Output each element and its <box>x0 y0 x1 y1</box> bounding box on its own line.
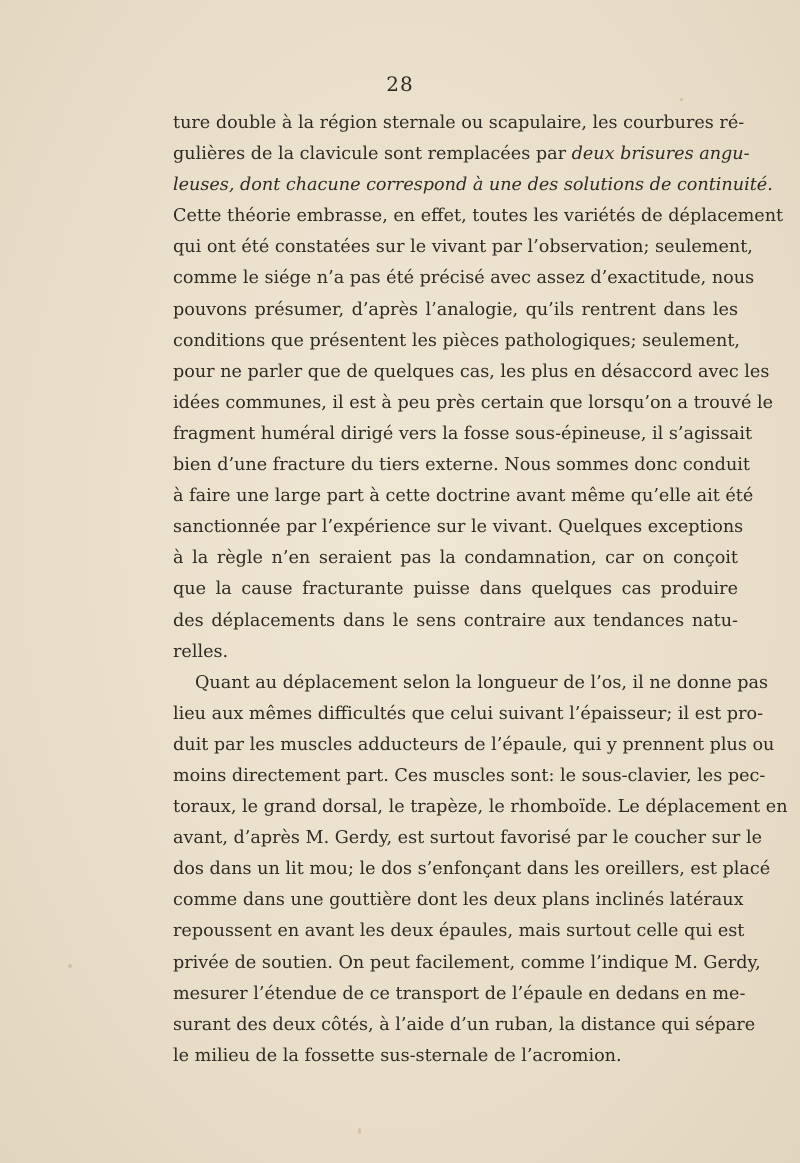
text-run: comme dans une gouttière dont les deux plans inclinés latéraux <box>173 890 744 911</box>
text-run: idées communes, il est à peu près certain que lorsqu’on a trouvé le <box>173 392 773 413</box>
text-run: duit par les muscles adducteurs de l’épaule, qui y prennent plus ou <box>173 734 775 755</box>
text-run: Quant au déplacement selon la longueur de l’os, il ne donne pas <box>195 672 769 693</box>
italic-text-run: leuses, dont chacune correspond à une des solutions de continuité. <box>173 175 773 196</box>
text-run: lieu aux mêmes difficultés que celui suivant l’épaisseur; il est pro- <box>173 703 764 724</box>
text-line <box>173 699 764 730</box>
text-line <box>173 170 773 201</box>
text-line <box>173 543 738 574</box>
paper-spot <box>680 98 683 101</box>
text-line <box>173 357 770 388</box>
text-run: privée de soutien. On peut facilement, comme l’indique M. Gerdy, <box>173 952 761 973</box>
text-run: pour ne parler que de quelques cas, les plus en désaccord avec les <box>173 361 770 382</box>
text-line <box>173 916 745 947</box>
text-run: avant, d’après M. Gerdy, est surtout favorisé par le coucher sur le <box>173 828 762 849</box>
text-run: ture double à la région sternale ou scapulaire, les courbures ré- <box>173 113 745 133</box>
body-text <box>173 108 788 1072</box>
text-line <box>173 326 738 357</box>
text-line <box>173 232 753 263</box>
text-run: à faire une large part à cette doctrine avant même qu’elle ait été <box>173 486 754 507</box>
text-run: pouvons présumer, d’après l’analogie, qu’ils rentrent dans les <box>173 299 738 320</box>
text-line <box>173 139 750 170</box>
text-line <box>173 201 784 232</box>
text-line <box>173 606 738 637</box>
paper-spot <box>358 1128 361 1134</box>
text-line <box>173 574 738 605</box>
text-run: toraux, le grand dorsal, le trapèze, le rhomboïde. Le déplacement en <box>173 797 788 818</box>
text-run: comme le siége n’a pas été précisé avec assez d’exactitude, nous <box>173 268 755 289</box>
text-run: sanctionnée par l’expérience sur le vivant. Quelques exceptions <box>173 517 744 538</box>
text-run: Cette théorie embrasse, en effet, toutes les variétés de déplacement <box>173 206 784 227</box>
text-line <box>173 637 738 668</box>
text-line <box>173 948 761 979</box>
text-run: le milieu de la fossette sus-sternale de l’acromion. <box>173 1045 622 1066</box>
text-line <box>173 979 746 1010</box>
text-line <box>173 1041 738 1072</box>
text-line <box>173 823 762 854</box>
text-run: des déplacements dans le sens contraire aux tendances natu- <box>173 610 738 631</box>
text-run: qui ont été constatées sur le vivant par l’observation; seulement, <box>173 237 753 258</box>
text-line <box>173 761 766 792</box>
text-run: mesurer l’étendue de ce transport de l’épaule en dedans en me- <box>173 983 746 1004</box>
text-line <box>173 295 738 326</box>
text-run: bien d’une fracture du tiers externe. Nous sommes donc conduit <box>173 455 750 476</box>
paper-spot <box>68 964 72 968</box>
text-run: que la cause fracturante puisse dans quelques cas produire <box>173 579 738 600</box>
text-line <box>173 668 769 699</box>
text-run: repoussent en avant les deux épaules, mais surtout celle qui est <box>173 921 745 942</box>
text-line <box>173 419 753 450</box>
text-run: gulières de la clavicule sont remplacées par <box>173 144 572 165</box>
text-line <box>173 481 754 512</box>
text-line <box>173 108 745 139</box>
text-line <box>173 854 771 885</box>
text-line <box>173 512 744 543</box>
text-run: fragment huméral dirigé vers la fosse sous-épineuse, il s’agissait <box>173 423 753 444</box>
text-line <box>173 730 775 761</box>
text-line <box>173 885 744 916</box>
text-run: relles. <box>173 641 229 662</box>
italic-text-run: deux brisures angu- <box>571 144 750 165</box>
text-run: moins directement part. Ces muscles sont: le sous-clavier, les pec- <box>173 765 766 786</box>
text-run: conditions que présentent les pièces pathologiques; seulement, <box>173 330 740 351</box>
text-line <box>173 450 750 481</box>
text-line <box>173 263 755 294</box>
text-run: surant des deux côtés, à l’aide d’un ruban, la distance qui sépare <box>173 1014 756 1035</box>
page-number: 28 <box>386 72 414 96</box>
text-run: à la règle n’en seraient pas la condamnation, car on conçoit <box>173 548 738 569</box>
text-line <box>173 1010 756 1041</box>
text-line <box>173 388 773 419</box>
text-run: dos dans un lit mou; le dos s’enfonçant dans les oreillers, est placé <box>173 859 771 880</box>
text-line <box>173 792 788 823</box>
